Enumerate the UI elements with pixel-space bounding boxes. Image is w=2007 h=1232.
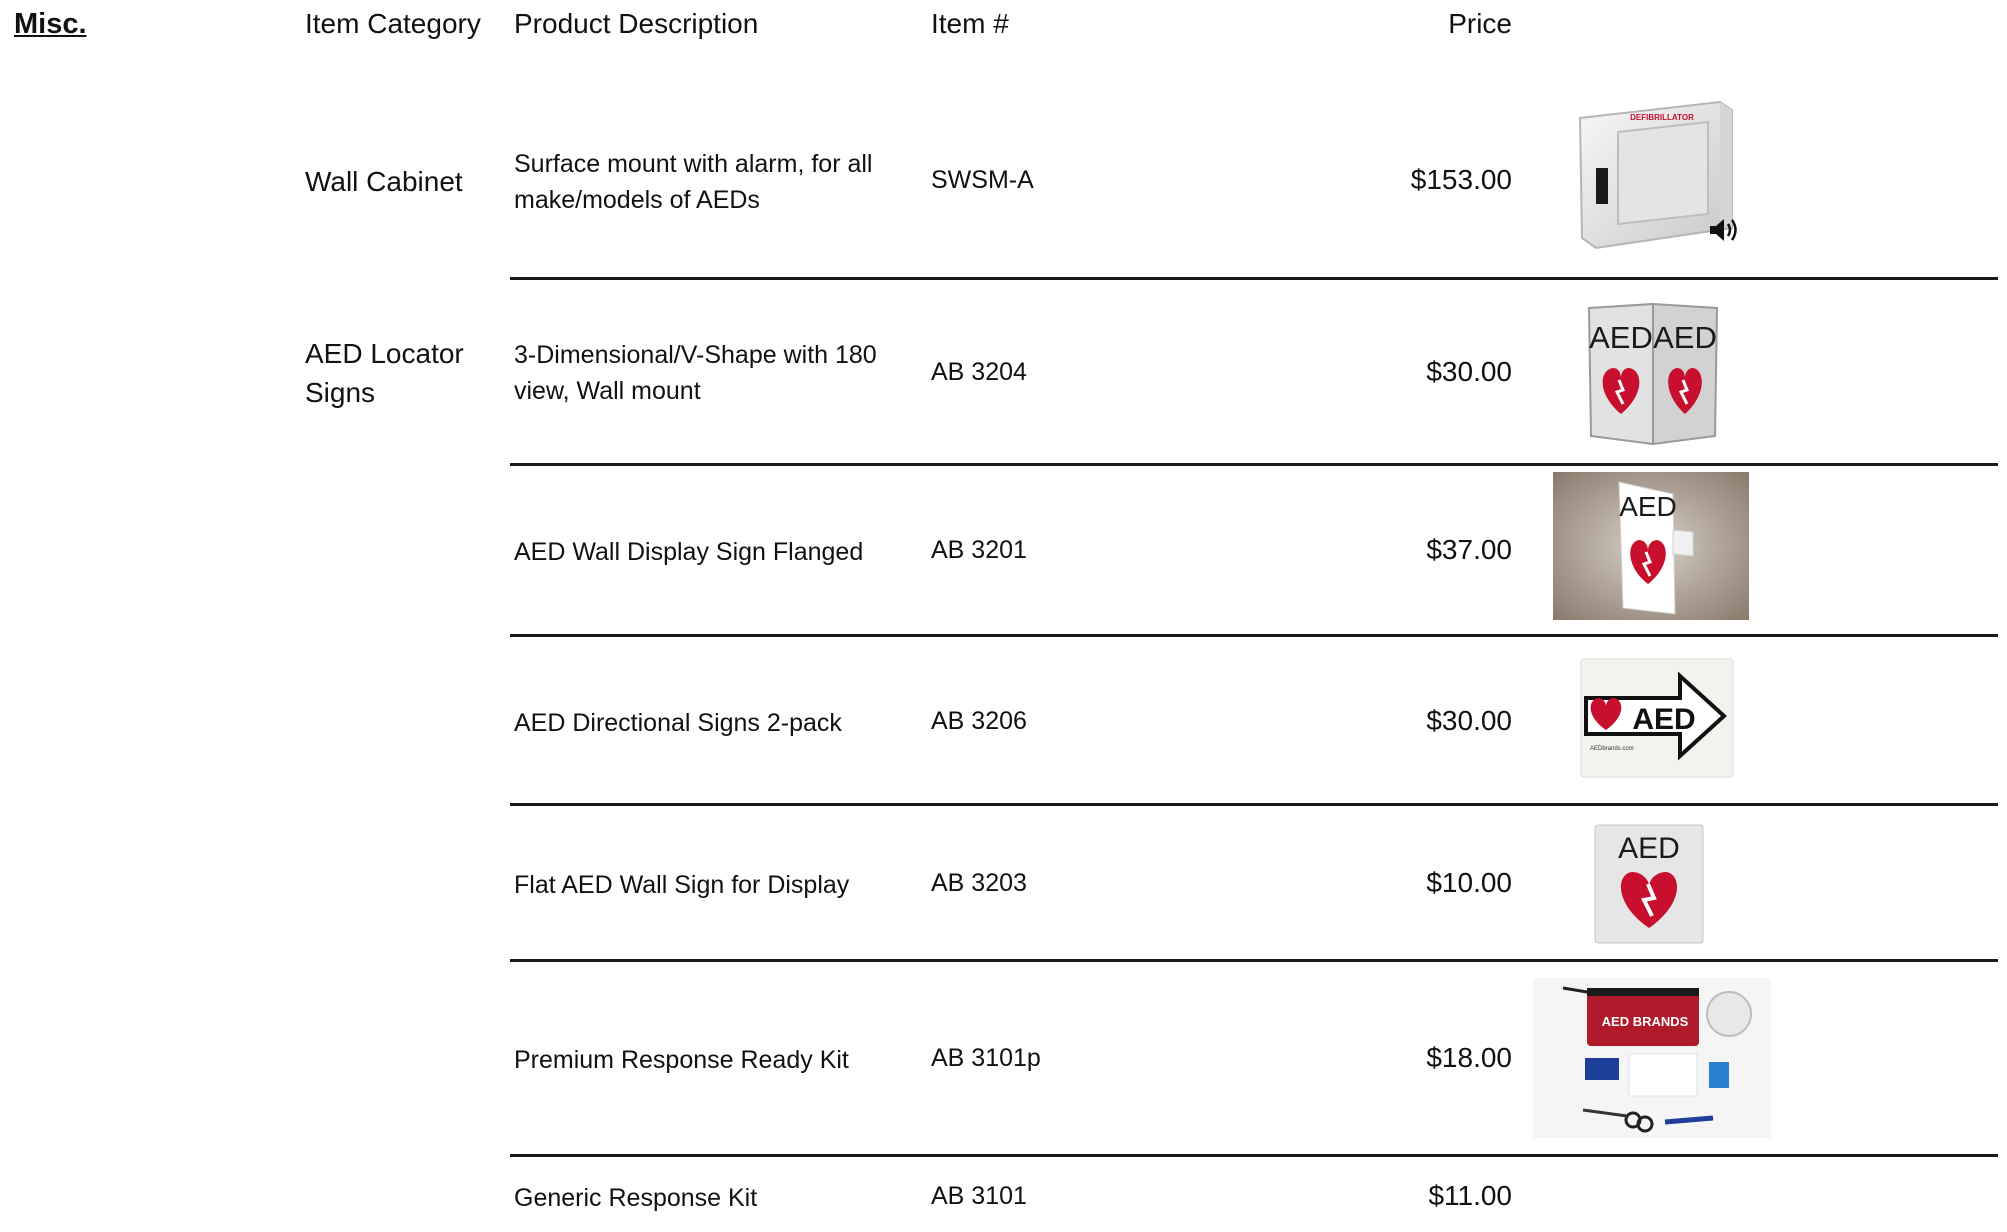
product-description bbox=[514, 337, 914, 409]
description-line: view, Wall mount bbox=[514, 377, 701, 405]
item-number: AB 3203 bbox=[931, 869, 1027, 897]
price: $11.00 bbox=[1428, 1180, 1512, 1211]
v-shape-sign-image bbox=[1583, 302, 1723, 448]
row-divider bbox=[510, 1154, 1998, 1157]
section-title: Misc. bbox=[14, 8, 87, 40]
row-divider bbox=[510, 277, 1998, 280]
sign-aed-text: AED bbox=[1589, 320, 1653, 355]
item-number: AB 3206 bbox=[931, 707, 1027, 735]
sign-aed-text: AED bbox=[1632, 703, 1696, 736]
price: $153.00 bbox=[1410, 164, 1512, 195]
item-number: AB 3101 bbox=[931, 1182, 1027, 1210]
wall-cabinet-image bbox=[1574, 96, 1744, 256]
header-price: Price bbox=[1448, 8, 1512, 39]
description-line: Surface mount with alarm, for all bbox=[514, 150, 873, 178]
row-divider bbox=[510, 463, 1998, 466]
kit-brand-text: AED BRANDS bbox=[1601, 1014, 1689, 1029]
cabinet-label: DEFIBRILLATOR bbox=[1630, 113, 1694, 122]
item-number: AB 3204 bbox=[931, 358, 1027, 386]
description-line: make/models of AEDs bbox=[514, 186, 760, 214]
price: $30.00 bbox=[1426, 705, 1512, 736]
flat-sign-image bbox=[1594, 824, 1704, 944]
row-divider bbox=[510, 803, 1998, 806]
price: $10.00 bbox=[1426, 867, 1512, 898]
flanged-sign-image bbox=[1553, 472, 1749, 620]
category-line: AED Locator bbox=[305, 338, 464, 369]
header-item-category: Item Category bbox=[305, 8, 481, 39]
description-line: 3-Dimensional/V-Shape with 180 bbox=[514, 341, 877, 369]
directional-sign-image bbox=[1580, 658, 1734, 778]
sign-aed-text: AED bbox=[1618, 832, 1680, 865]
category-aed-locator-signs bbox=[305, 334, 464, 412]
cpr-mask bbox=[1707, 992, 1751, 1036]
product-description: Premium Response Ready Kit bbox=[514, 1046, 849, 1074]
kit-packet bbox=[1585, 1058, 1619, 1080]
kit-glove bbox=[1709, 1062, 1729, 1088]
response-kit-image bbox=[1533, 978, 1771, 1138]
product-description: Flat AED Wall Sign for Display bbox=[514, 871, 850, 899]
price: $37.00 bbox=[1426, 534, 1512, 565]
sign-aed-text: AED bbox=[1619, 491, 1677, 522]
item-number: SWSM-A bbox=[931, 166, 1034, 194]
row-divider bbox=[510, 634, 1998, 637]
item-number: AB 3101p bbox=[931, 1044, 1041, 1072]
row-divider bbox=[510, 959, 1998, 962]
header-product-description: Product Description bbox=[514, 8, 759, 39]
kit-gauze bbox=[1629, 1054, 1697, 1096]
item-number: AB 3201 bbox=[931, 536, 1027, 564]
product-description bbox=[514, 146, 914, 218]
sign-aed-text: AED bbox=[1653, 320, 1717, 355]
product-description: Generic Response Kit bbox=[514, 1184, 758, 1212]
sign-website-text: AEDbrands.com bbox=[1590, 746, 1634, 752]
header-item-number: Item # bbox=[931, 8, 1009, 39]
category-wall-cabinet: Wall Cabinet bbox=[305, 166, 463, 197]
category-line: Signs bbox=[305, 377, 376, 408]
product-description: AED Directional Signs 2-pack bbox=[514, 709, 842, 737]
product-description: AED Wall Display Sign Flanged bbox=[514, 538, 864, 566]
price: $30.00 bbox=[1426, 356, 1512, 387]
price: $18.00 bbox=[1426, 1042, 1512, 1073]
